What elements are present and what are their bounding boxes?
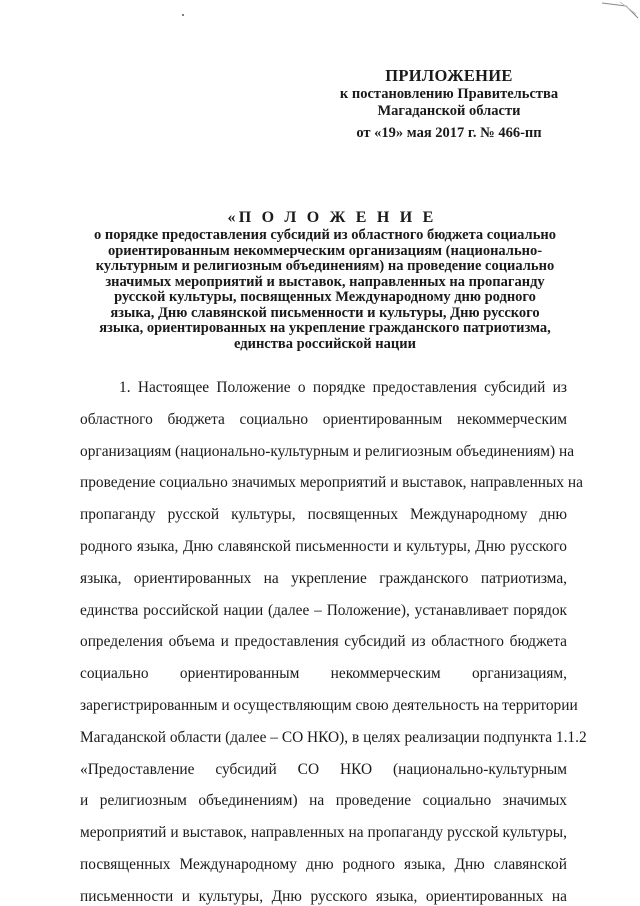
paragraph-line: определения объема и предоставления субсидий из областного бюджета	[80, 633, 567, 650]
heading-line: языка, ориентированных на укрепление гражданского патриотизма,	[99, 320, 551, 336]
paragraph-line: зарегистрированным и осуществляющим свою деятельность на территории	[80, 697, 578, 714]
paragraph-line: единства российской нации (далее – Положение), устанавливает порядок	[80, 602, 567, 619]
page-fold-mark	[600, 0, 640, 22]
paragraph-line: проведение социально значимых мероприятий и выставок, направленных на	[80, 474, 583, 491]
paragraph-line: языка, ориентированных на укрепление гражданского патриотизма,	[80, 570, 567, 587]
approval-date: от «19» мая 2017 г. № 466-пп	[356, 125, 542, 141]
paragraph-line: мероприятий и выставок, направленных на пропаганду русской культуры,	[80, 824, 567, 841]
scan-speck	[182, 14, 184, 16]
paragraph-line: областного бюджета социально ориентированным некоммерческим	[80, 411, 567, 428]
approval-block	[318, 66, 580, 142]
document-title: «П О Л О Ж Е Н И Е	[227, 209, 437, 226]
heading-line: единства российской нации	[234, 335, 416, 352]
heading-line: о порядке предоставления субсидий из областного бюджета социально	[94, 227, 556, 243]
heading-line: значимых мероприятий и выставок, направленных на пропаганду	[105, 273, 545, 290]
approval-decree-line: к постановлению Правительства	[339, 86, 559, 102]
paragraph-line: организациям (национально-культурным и религиозным объединениям) на	[80, 443, 575, 460]
heading-line: языка, Дню славянской письменности и культуры, Дню русского	[110, 304, 540, 321]
paragraph-line: 1. Настоящее Положение о порядке предоставления субсидий из	[119, 379, 567, 396]
heading-line: ориентированным некоммерческим организациям (национально-	[107, 242, 543, 259]
paragraph-line: Магаданской области (далее – СО НКО), в целях реализации подпункта 1.1.2	[80, 729, 587, 746]
paragraph-line: «Предоставление субсидий СО НКО (национально-культурным	[80, 761, 567, 778]
approval-title: ПРИЛОЖЕНИЕ	[385, 66, 513, 85]
heading-line: культурным и религиозным объединениям) на проведение социально	[95, 258, 555, 274]
paragraph-line: письменности и культуры, Дню русского языка, ориентированных на	[80, 888, 567, 905]
paragraph-line: социально ориентированным некоммерческим организациям,	[80, 665, 567, 682]
document-heading	[60, 208, 590, 352]
approval-region-line: Магаданской области	[377, 102, 521, 119]
heading-line: русской культуры, посвященных Международному дню родного	[114, 289, 536, 305]
paragraph-line: родного языка, Дню славянской письменности и культуры, Дню русского	[80, 538, 567, 555]
paragraph-line: и религиозным объединениям) на проведение социально значимых	[80, 792, 567, 809]
paragraph-line: пропаганду русской культуры, посвященных Международному дню	[80, 506, 567, 523]
paragraph-line: посвященных Международному дню родного языка, Дню славянской	[80, 856, 567, 873]
